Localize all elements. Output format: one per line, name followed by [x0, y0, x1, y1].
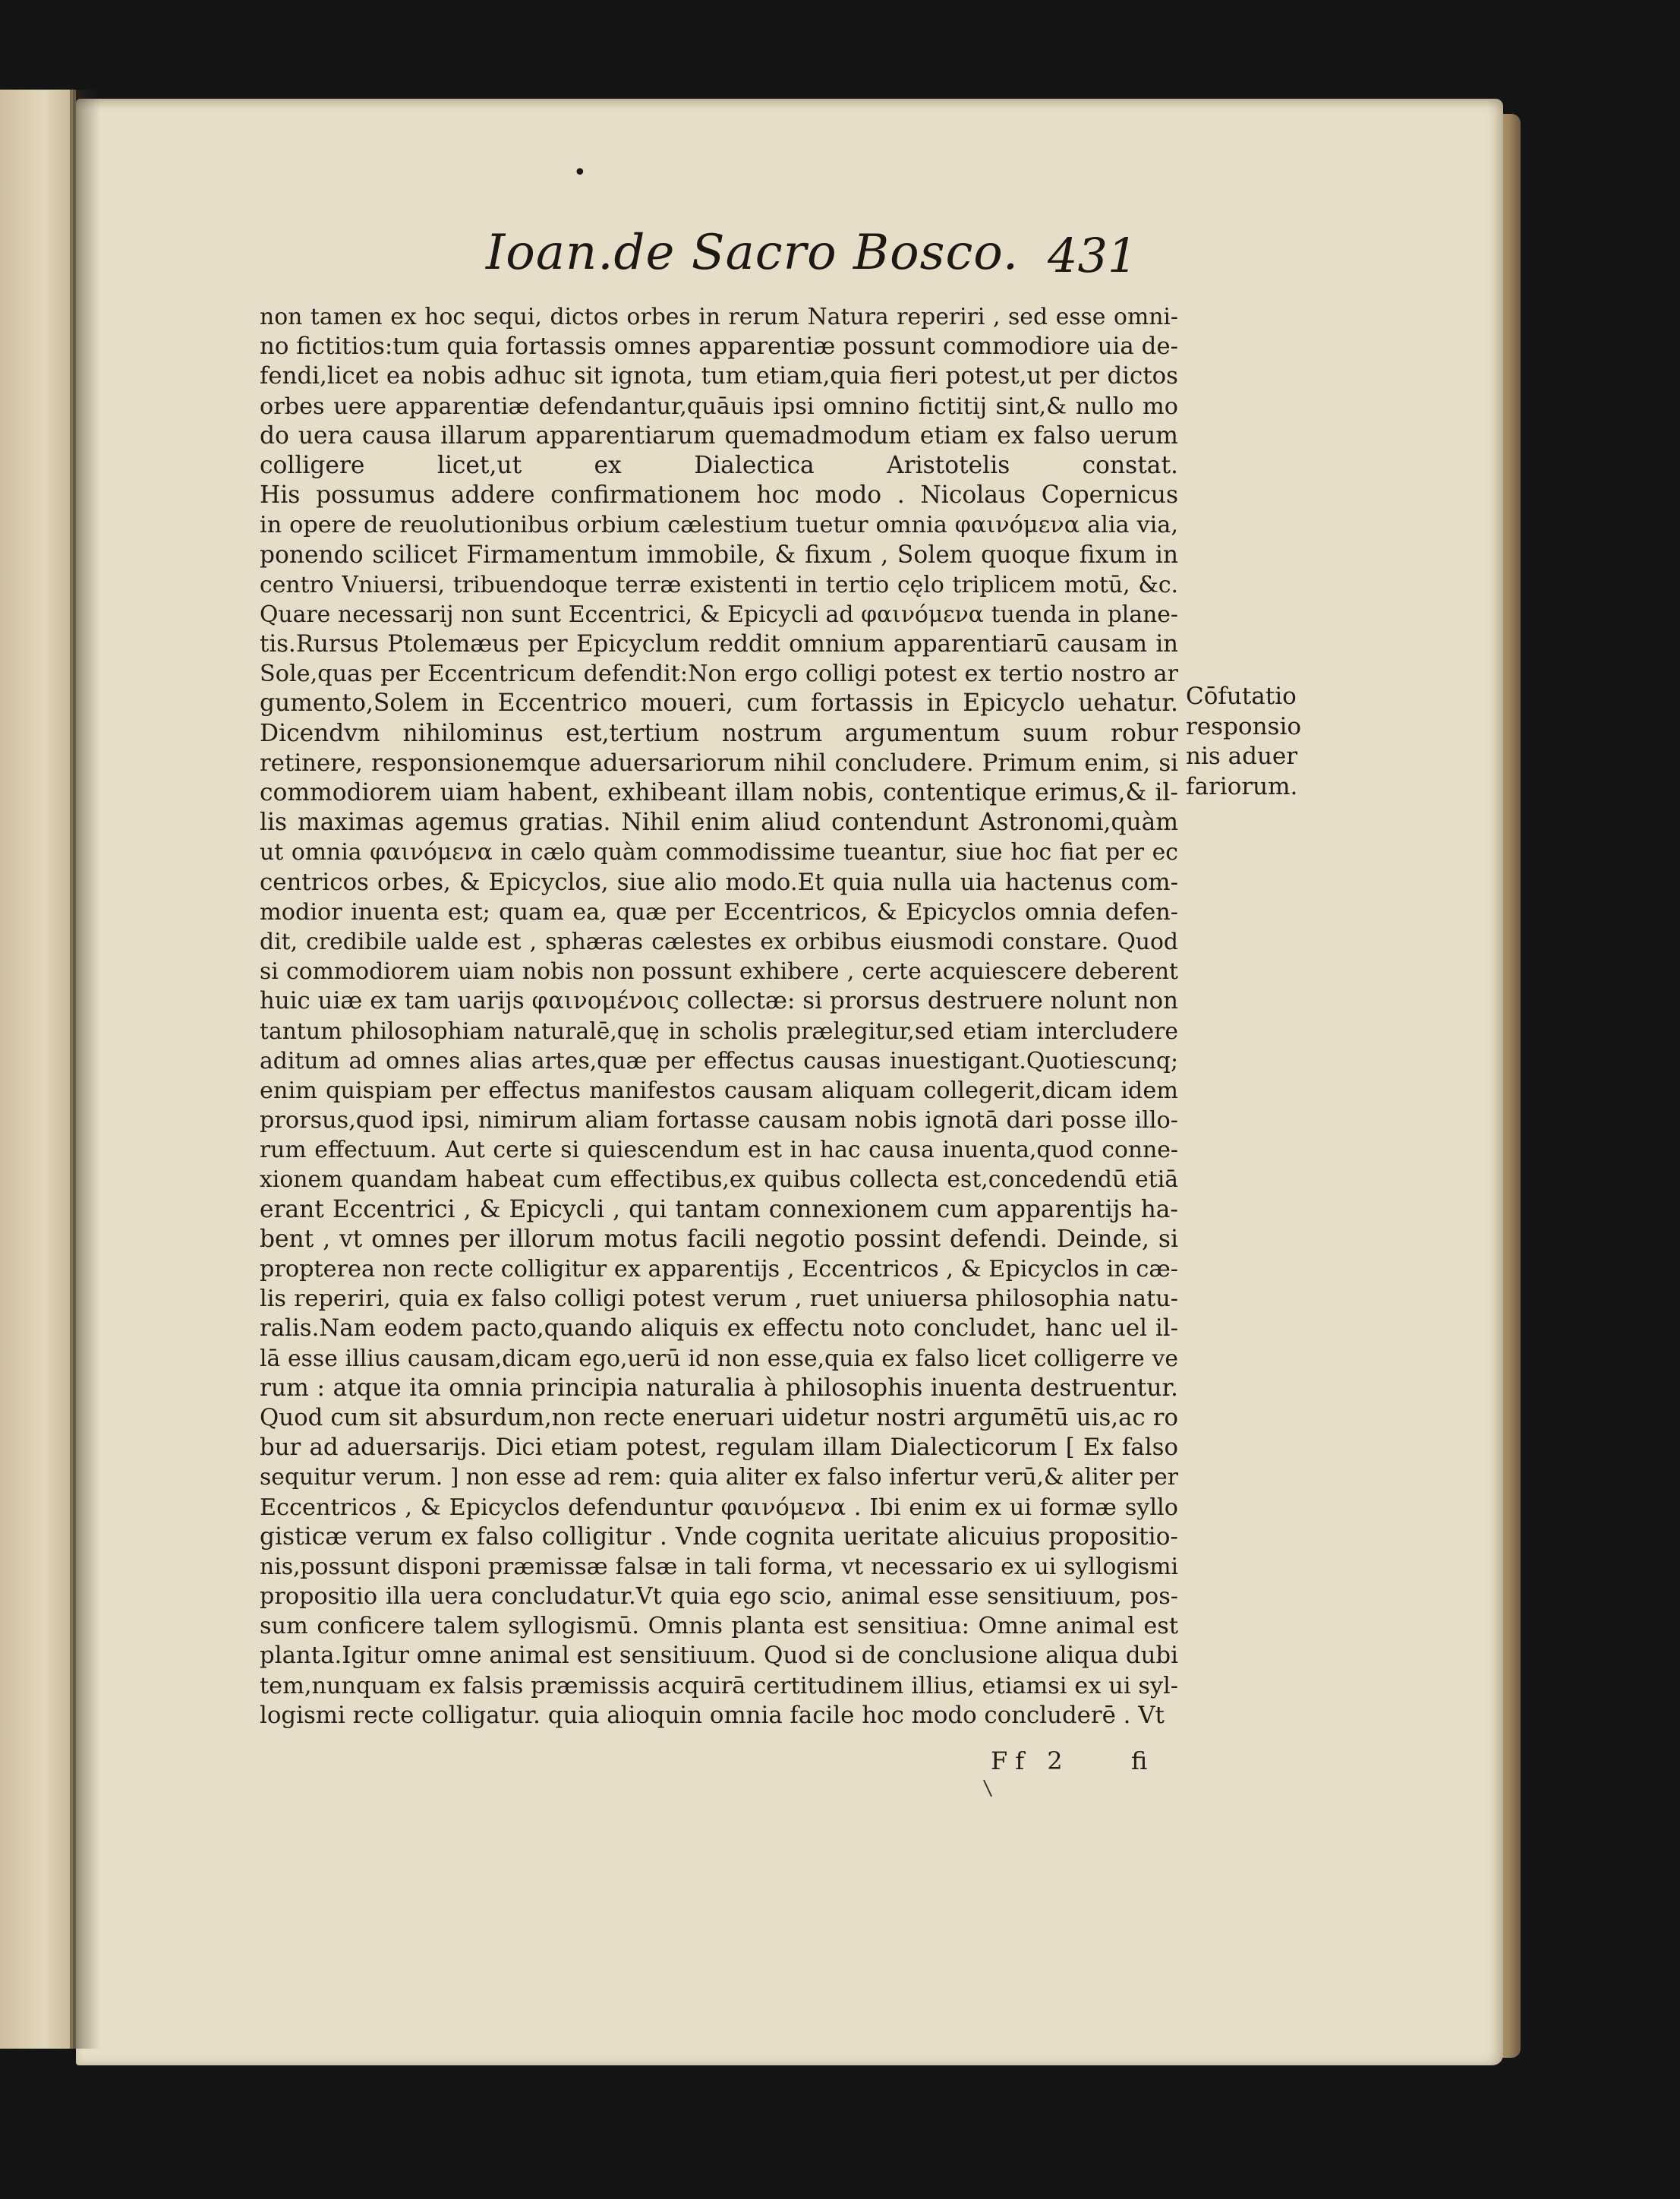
margin-note-line: responsio	[1186, 712, 1302, 740]
text-line: modior inuenta est; quam ea, quæ per Eccentricos, & Epicyclos omnia defen-	[260, 898, 1178, 926]
text-line: centro Vniuersi, tribuendoque terræ existenti in tertio cęlo triplicem motū, &c.	[260, 571, 1178, 598]
text-line: no fictitios:tum quia fortassis omnes apparentiæ possunt commodiore uia de-	[260, 333, 1178, 361]
margin-note-line: fariorum.	[1186, 772, 1298, 800]
text-line: aditum ad omnes alias artes,quæ per effectus causas inuestigant.Quotiescunq;	[260, 1047, 1178, 1074]
margin-note-line: nis aduer	[1186, 743, 1298, 770]
text-line: lā esse illius causam,dicam ego,uerū id non esse,quia ex falso licet colligerre ve	[260, 1345, 1178, 1372]
text-line: Quod cum sit absurdum,non recte eneruari uidetur nostri argumētū uis,ac ro	[260, 1403, 1178, 1431]
text-line: do uera causa illarum apparentiarum quemadmodum etiam ex falso uerum	[260, 421, 1178, 450]
text-line: propterea non recte colligitur ex apparentijs , Eccentricos , & Epicyclos in cæ-	[260, 1256, 1178, 1282]
text-line: retinere, responsionemque aduersariorum nihil concludere. Primum enim, si	[260, 749, 1178, 777]
text-line: Sole,quas per Eccentricum defendit:Non ergo colligi potest ex tertio nostro ar	[260, 661, 1178, 688]
text-line: rum effectuum. Aut certe si quiescendum est in hac causa inuenta,quod conne-	[260, 1137, 1178, 1164]
text-line: commodiorem uiam habent, exhibeant illam nobis, contentique erimus,& il-	[260, 779, 1178, 806]
catchword: fi	[1131, 1746, 1148, 1775]
text-line: ut omnia φαινόμενα in cælo quàm commodissime tueantur, siue hoc fiat per ec	[260, 839, 1178, 866]
text-line: tis.Rursus Ptolemæus per Epicyclum reddit omnium apparentiarū causam in	[260, 630, 1178, 658]
text-line: lis reperiri, quia ex falso colligi potest verum , ruet uniuersa philosophia natu-	[260, 1286, 1178, 1313]
text-line: xionem quandam habeat cum effectibus,ex quibus collecta est,concedendū etiā	[260, 1166, 1178, 1194]
text-line: tantum philosophiam naturalē,quę in scholis prælegitur,sed etiam intercludere	[260, 1017, 1178, 1045]
text-line: lis maximas agemus gratias. Nihil enim aliud contendunt Astronomi,quàm	[260, 809, 1178, 837]
text-line: enim quispiam per effectus manifestos causam aliquam collegerit,dicam idem	[260, 1077, 1178, 1104]
body-text	[260, 302, 1178, 1730]
text-line: rum : atque ita omnia principia naturalia à philosophis inuenta destruentur.	[260, 1374, 1178, 1402]
running-head: Ioan.de Sacro Bosco.	[486, 225, 1020, 281]
text-line: si commodiorem uiam nobis non possunt exhibere , certe acquiescere deberent	[260, 958, 1178, 986]
text-line: Quare necessarij non sunt Eccentrici, & Epicycli ad φαινόμενα tuenda in plane-	[260, 601, 1178, 628]
text-line: His possumus addere confirmationem hoc modo . Nicolaus Copernicus	[260, 481, 1178, 510]
text-line: erant Eccentrici , & Epicycli , qui tantam connexionem cum apparentijs ha-	[260, 1195, 1178, 1223]
text-line: non tamen ex hoc sequi, dictos orbes in rerum Natura reperiri , sed esse omni-	[260, 304, 1178, 330]
text-line: fendi,licet ea nobis adhuc sit ignota, tum etiam,quia fieri potest,ut per dictos	[260, 362, 1178, 390]
text-line: dit, credibile ualde est , sphæras cælestes ex orbibus eiusmodi constare. Quod	[260, 928, 1178, 955]
top-ornament: •	[573, 159, 587, 186]
text-line: sum conficere talem syllogismū. Omnis planta est sensitiua: Omne animal est	[260, 1613, 1178, 1640]
signature-mark: Ff 2	[991, 1746, 1070, 1775]
facing-page-edge	[0, 90, 76, 2049]
binding-shadow	[70, 90, 100, 2049]
text-line: prorsus,quod ipsi, nimirum aliam fortasse causam nobis ignotā dari posse illo-	[260, 1107, 1178, 1134]
text-line: in opere de reuolutionibus orbium cælestium tuetur omnia φαινόμενα alia via,	[260, 512, 1178, 539]
text-line: tem,nunquam ex falsis præmissis acquirā certitudinem illius, etiamsi ex ui syl-	[260, 1672, 1178, 1699]
text-line: sequitur verum. ] non esse ad rem: quia aliter ex falso infertur verū,& aliter per	[260, 1464, 1178, 1491]
margin-note-line: Cōfutatio	[1186, 683, 1297, 710]
text-line: planta.Igitur omne animal est sensitiuum. Quod si de conclusione aliqua dubi	[260, 1642, 1178, 1670]
text-line: nis,possunt disponi præmissæ falsæ in tali forma, vt necessario ex ui syllogismi	[260, 1553, 1178, 1580]
text-line: Dicendvm nihilominus est,tertium nostrum argumentum suum robur	[260, 719, 1178, 747]
text-line: huic uiæ ex tam uarijs φαινομένοις collectæ: si prorsus destruere nolunt non	[260, 987, 1178, 1015]
text-line: orbes uere apparentiæ defendantur,quāuis ipsi omnino fictitij sint,& nullo mo	[260, 393, 1178, 420]
text-line: propositio illa uera concludatur.Vt quia ego scio, animal esse sensitiuum, pos-	[260, 1583, 1178, 1611]
text-line: bent , vt omnes per illorum motus facili negotio possint defendi. Deinde, si	[260, 1225, 1178, 1253]
text-line: gisticæ verum ex falso colligitur . Vnde cognita ueritate alicuius propositio-	[260, 1522, 1178, 1551]
margin-note	[1186, 682, 1322, 802]
text-line: Eccentricos , & Epicyclos defenduntur φαινόμενα . Ibi enim ex ui formæ syllo	[260, 1494, 1178, 1521]
page-number: 431	[1048, 228, 1138, 283]
text-line: colligere licet,ut ex Dialectica Aristotelis constat.	[260, 451, 1178, 479]
text-line: gumento,Solem in Eccentrico moueri, cum fortassis in Epicyclo uehatur.	[260, 689, 1178, 718]
text-line: ponendo scilicet Firmamentum immobile, & fixum , Solem quoque fixum in	[260, 541, 1178, 569]
text-line: centricos orbes, & Epicyclos, siue alio modo.Et quia nulla uia hactenus com-	[260, 868, 1178, 896]
text-line: ralis.Nam eodem pacto,quando aliquis ex effectu noto concludet, hanc uel il-	[260, 1314, 1178, 1342]
text-line: logismi recte colligatur. quia alioquin omnia facile hoc modo concluderē . Vt	[260, 1701, 1165, 1729]
text-line: bur ad aduersarijs. Dici etiam potest, regulam illam Dialecticorum [ Ex falso	[260, 1434, 1178, 1462]
